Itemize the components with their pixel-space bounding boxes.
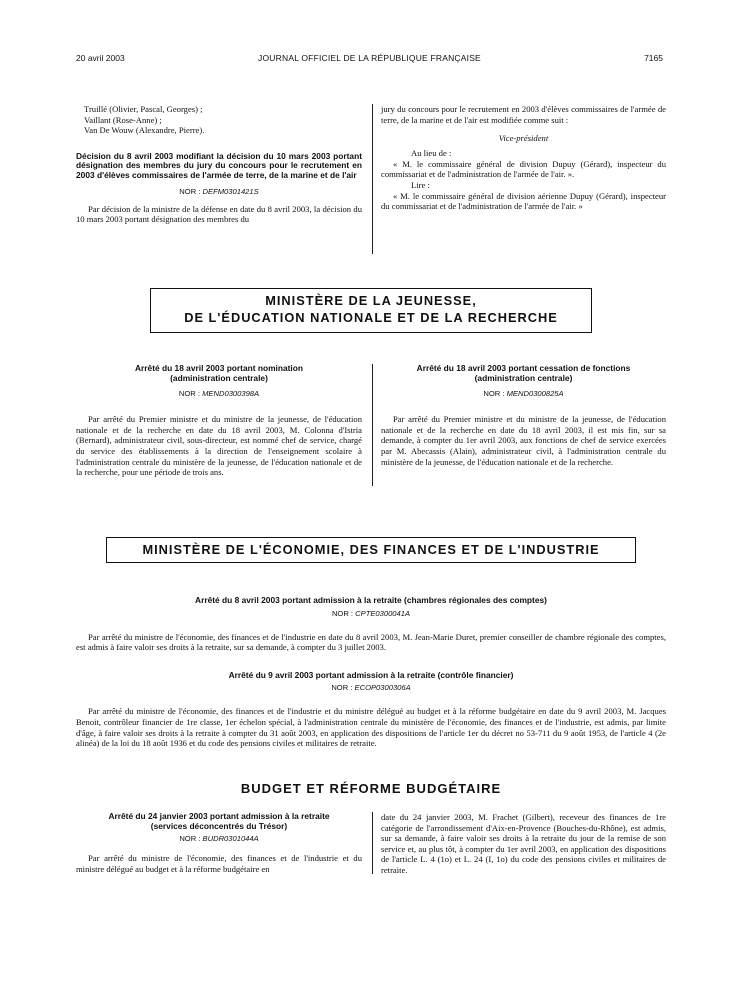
ministry2-section (76, 596, 666, 749)
budget-arrete-text: Par arrêté du ministre de l'économie, des finances et de l'industrie et du ministre délégué au budget et à la réforme budgétaire en (76, 853, 362, 874)
budget-arrete-nor: NOR : BUDR0301044A (179, 834, 259, 844)
column-divider (372, 812, 373, 874)
au-lieu-de-label: Au lieu de : (411, 148, 452, 159)
top-right-column (381, 104, 666, 212)
top-left-column (76, 104, 362, 225)
retraite-comptes-title: Arrêté du 8 avril 2003 portant admission à la retraite (chambres régionales des comptes) (195, 595, 547, 605)
budget-arrete-title: Arrêté du 24 janvier 2003 portant admission à la retraite (services déconcentrés du Trésor) (108, 811, 330, 831)
nomination-text: Par arrêté du Premier ministre et du ministre de la jeunesse, de l'éducation nationale et de la recherche en date du 18 avril 2003, M. Colonna d'Istria (Bernard), administrateur civil, sous-directeur, est nommé chef de service, chargé du service des établissements à la direction de l'enseignement scolaire à l'administration centrale du ministère de la jeunesse, de l'éducation nationale et de la recherche, pour une période de trois ans. (76, 414, 362, 478)
header-journal-title: JOURNAL OFFICIEL DE LA RÉPUBLIQUE FRANÇAISE (258, 53, 481, 63)
retraite-controle-text: Par arrêté du ministre de l'économie, des finances et de l'industrie et du ministre délégué au budget et à la réforme budgétaire en date du 9 avril 2003, M. Jacques Benoit, contrôleur financier de 1re classe, 1er échelon spécial, à l'administration centrale du ministère de l'économie, des finances et de l'industrie, est admis, par limite d'âge, à faire valoir ses droits à la retraite à compter du 31 août 2003, en application des dispositions de l'article 1er du décret no 53-711 du 9 août 1953, de l'article 4 (2e alinéa) de la loi du 18 août 1936 et du code des pensions civiles et militaires de retraite. (76, 706, 666, 749)
lire-label: Lire : (411, 179, 430, 190)
column-divider (372, 364, 373, 486)
budget-arrete-continued: date du 24 janvier 2003, M. Frachet (Gilbert), receveur des finances de 1re catégorie de l'arrondissement d'Aix-en-Provence (Bouches-du-Rhône), est admis, sur sa demande, à faire valoir ses droits à la retraite du jour de la remise de son service et, au plus tôt, à compter du 1er avril 2003, en application des dispositions de l'article L. 4 (1o) et L. 24 (I, 1o) du code des pensions civiles et militaires de retraite. (381, 812, 666, 875)
ministry1-right-column (381, 364, 666, 467)
quote-after: « M. le commissaire général de division aérienne Dupuy (Gérard), inspecteur du commissariat et de l'administration de l'armée de l'air. » (381, 190, 666, 212)
decision-nor: NOR : DEFM0301421S (179, 186, 259, 196)
vice-president-heading: Vice-président (498, 133, 549, 144)
ministry-title-line2: DE L'ÉDUCATION NATIONALE ET DE LA RECHERCHE (184, 310, 558, 325)
jury-text: jury du concours pour le recrutement en 2003 d'élèves commissaires de l'armée de terre, de la marine et de l'air est modifiée comme suit : (381, 104, 666, 125)
cessation-title: Arrêté du 18 avril 2003 portant cessation de fonctions (administration centrale) (416, 363, 631, 383)
budget-right-column (381, 812, 666, 876)
ministry-jeunesse-box (150, 288, 592, 333)
header-page-number: 7165 (644, 53, 663, 63)
name-item: Vaillant (Rose-Anne) ; (84, 114, 162, 125)
cessation-text: Par arrêté du Premier ministre et du ministre de la jeunesse, de l'éducation nationale et de la recherche en date du 18 avril 2003, il est mis fin, sur sa demande, à compter du 1er avril 2003, aux fonctions de chef de service exercées par M. Abecassis (Alain), administrateur civil, à l'administration centrale du ministère de la jeunesse, de l'éducation nationale et de la recherche. (381, 414, 666, 467)
retraite-controle-title: Arrêté du 9 avril 2003 portant admission à la retraite (contrôle financier) (228, 669, 514, 680)
ministry1-left-column (76, 364, 362, 478)
name-item: Van De Wouw (Alexandre, Pierre). (84, 125, 205, 136)
retraite-controle-nor: NOR : ECOP0300306A (331, 683, 411, 693)
budget-section-title: BUDGET ET RÉFORME BUDGÉTAIRE (240, 781, 502, 796)
header-date: 20 avril 2003 (76, 53, 125, 63)
decision-text: Par décision de la ministre de la défense en date du 8 avril 2003, la décision du 10 mars 2003 portant désignation des membres du (76, 203, 362, 225)
ministry-economie-box (106, 537, 636, 563)
nomination-nor: NOR : MEND0300398A (178, 389, 260, 399)
retraite-comptes-nor: NOR : CPTE0300041A (331, 608, 411, 618)
name-item: Truillé (Olivier, Pascal, Georges) ; (84, 104, 203, 114)
retraite-comptes-text: Par arrêté du ministre de l'économie, des finances et de l'industrie en date du 8 avril 2003, M. Jean-Marie Duret, premier conseiller de chambre régionale des comptes, est admis à faire valoir ses droits à la retraite, sur sa demande, à compter du 3 juillet 2003. (76, 631, 666, 653)
ministry-title-line1: MINISTÈRE DE LA JEUNESSE, (265, 293, 477, 308)
column-divider (372, 104, 373, 254)
decision-title: Décision du 8 avril 2003 modifiant la décision du 10 mars 2003 portant désignation des membres du jury du concours pour le recrutement en 2003 d'élèves commissaires de l'armée de terre, de la marine et de l'air (76, 150, 362, 180)
name-list (76, 104, 362, 136)
ministry-economie-title: MINISTÈRE DE L'ÉCONOMIE, DES FINANCES ET DE L'INDUSTRIE (142, 542, 600, 557)
nomination-title: Arrêté du 18 avril 2003 portant nomination (administration centrale) (134, 363, 303, 383)
cessation-nor: NOR : MEND0300825A (483, 389, 564, 399)
quote-before: « M. le commissaire général de division Dupuy (Gérard), inspecteur du commissariat et de l'administration de l'armée de l'air. ». (381, 158, 666, 180)
budget-left-column (76, 812, 362, 874)
